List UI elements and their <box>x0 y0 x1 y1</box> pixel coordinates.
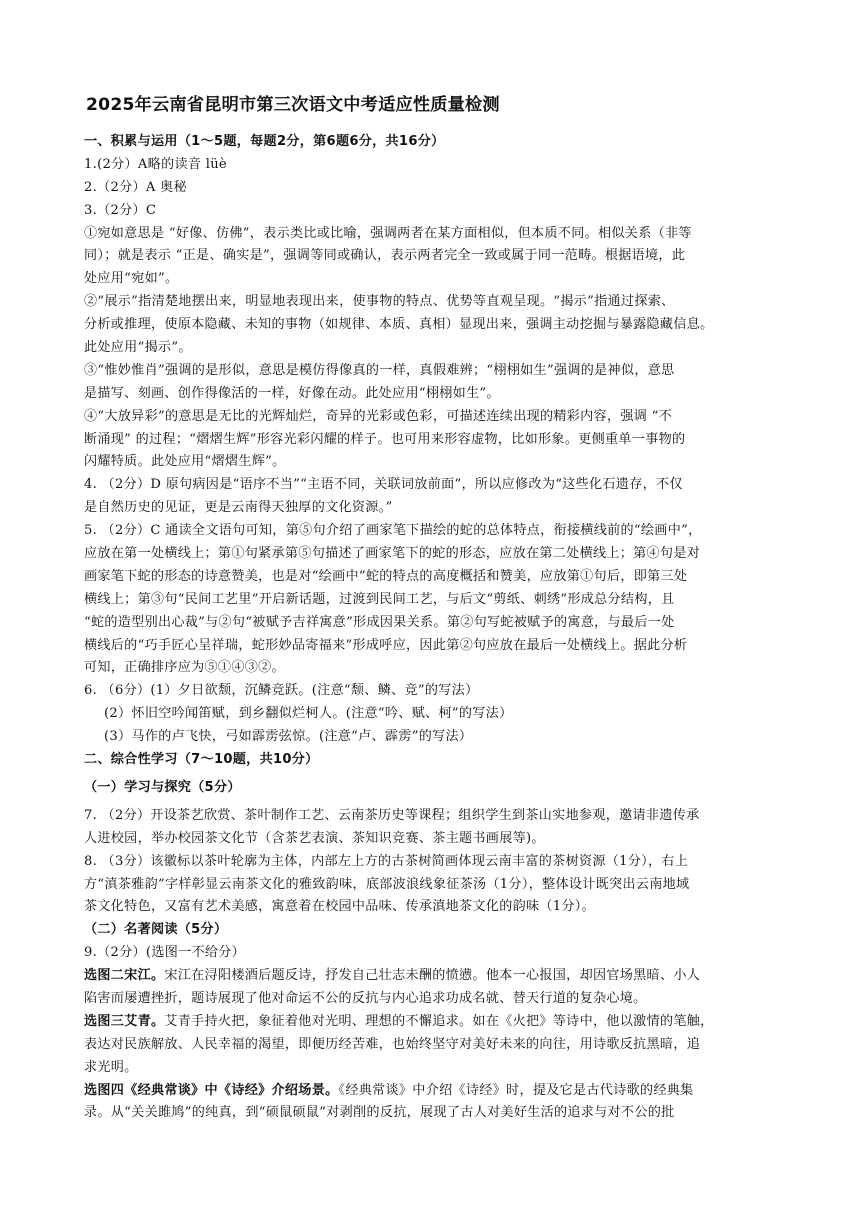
option-text: 艾青手持火把，象征着他对光明、理想的不懈追求。如在《火把》等诗中，他以激情的笔触， <box>164 1013 714 1029</box>
answer-line: 闪耀特质。此处应用“熠熠生辉”。 <box>84 454 286 470</box>
answer-line: 横线上；第③句“民间工艺里”开启新话题，过渡到民间工艺，与后文“剪纸、刺绣”形成总分结构，且 <box>84 591 675 607</box>
answer-line: 处应用“宛如”。 <box>84 271 179 287</box>
answer-line: 6. （6分）(1）夕日欲颓，沉鳞竞跃。(注意“颓、鳞、竞”的写法） <box>84 683 479 699</box>
answer-line: 此处应用“揭示”。 <box>84 340 192 356</box>
answer-line: 画家笔下蛇的形态的诗意赞美，也是对“绘画中”蛇的特点的高度概括和赞美，应放第①句后，即第三处 <box>84 568 688 584</box>
answer-line: 可知，正确排序应为⑤①④③②。 <box>84 660 285 676</box>
answer-line: 断涌现” 的过程；“熠熠生辉”形容光彩闪耀的样子。也可用来形容虚物，比如形象。更侧重单一事物的 <box>84 431 686 447</box>
answer-line: 应放在第一处横线上；第①句紧承第⑤句描述了画家笔下的蛇的形态，应放在第二处横线上；第④句是对 <box>84 546 701 562</box>
answer-line: 4. （2分）D 原句病因是“语序不当”“主语不同，关联词放前面”，所以应修改为“这些化石遗存，不仅 <box>84 477 683 493</box>
answer-line: 2.（2分）A 奥秘 <box>84 179 187 195</box>
answer-content <box>84 131 789 1125</box>
answer-line: 是描写、刻画、创作得像活的一样，好像在动。此处应用“栩栩如生”。 <box>84 385 500 401</box>
section-heading: 二、综合性学习（7～10题，共10分） <box>84 752 319 768</box>
answer-line: 7. （2分）开设茶艺欣赏、茶叶制作工艺、云南茶历史等课程；组织学生到茶山实地参观，邀请非遗传承 <box>84 807 700 823</box>
option-text: 《经典常谈》中介绍《诗经》时，提及它是古代诗歌的经典集 <box>338 1082 694 1098</box>
answer-line: ④“大放异彩”的意思是无比的光辉灿烂，奇异的光彩或色彩，可描述连续出现的精彩内容，强调 “不 <box>84 408 672 424</box>
answer-line: (2）怀旧空吟闻笛赋，到乡翻似烂柯人。(注意“吟、赋、柯”的写法） <box>104 706 513 722</box>
answer-line <box>84 1080 789 1103</box>
answer-line: “蛇的造型别出心裁”与②句“被赋予吉祥寓意”形成因果关系。第②句写蛇被赋予的寓意，与最后一处 <box>84 614 675 630</box>
subsection-heading: （二）名著阅读（5分） <box>84 922 228 938</box>
option-text: 宋江在浔阳楼酒后题反诗，抒发自己壮志未酬的愤懑。他本一心报国，却因官场黑暗、小人 <box>164 968 701 984</box>
answer-line <box>84 965 789 988</box>
answer-line: 求光明。 <box>84 1059 138 1075</box>
answer-line <box>84 1011 789 1034</box>
answer-line: (3）马作的卢飞快，弓如霹雳弦惊。(注意“卢、霹雳”的写法） <box>104 729 473 745</box>
answer-line: 分析或推理，使原本隐藏、未知的事物（如规律、本质、真相）显现出来，强调主动挖掘与暴露隐藏信息。 <box>84 317 714 333</box>
option-label: 选图三艾青。 <box>84 1013 165 1029</box>
page-title: 2025年云南省昆明市第三次语文中考适应性质量检测 <box>86 95 500 115</box>
option-label: 选图四《经典常谈》中《诗经》介绍场景。 <box>84 1082 339 1098</box>
section-heading: 一、积累与运用（1～5题，每题2分，第6题6分，共16分） <box>84 134 445 149</box>
answer-line: ②“展示”指清楚地摆出来，明显地表现出来，使事物的特点、优势等直观呈现。“揭示”指通过探索、 <box>84 294 675 310</box>
answer-line: 同）；就是表示 “正是、确实是”，强调等同或确认，表示两者完全一致或属于同一范畴。根据语境，此 <box>84 248 686 264</box>
subsection-heading: （一）学习与探究（5分） <box>84 779 241 795</box>
answer-line: 方“滇茶雅韵”字样彰显云南茶文化的雅致韵味，底部波浪线象征茶汤（1分），整体设计既突出云南地域 <box>84 876 690 892</box>
answer-line: 1.(2分）A略的读音 lüè <box>84 156 227 172</box>
answer-line: ③“惟妙惟肖”强调的是形似，意思是模仿得像真的一样，真假难辨；“栩栩如生”强调的是神似，意思 <box>84 362 675 378</box>
answer-line: 人进校园，举办校园茶文化节（含茶艺表演、茶知识竞赛、茶主题书画展等)。 <box>84 830 545 846</box>
answer-line: 9.（2分）(选图一不给分） <box>84 945 246 961</box>
answer-line: 横线后的“巧手匠心呈祥瑞，蛇形妙品寄福来”形成呼应，因此第②句应放在最后一处横线上。据此分析 <box>84 637 688 653</box>
answer-line: 表达对民族解放、人民幸福的渴望，即便历经苦难，也始终坚守对美好未来的向往，用诗歌反抗黑暗，追 <box>84 1036 701 1052</box>
answer-line: ①宛如意思是 “好像、仿佛”，表示类比或比喻，强调两者在某方面相似，但本质不同。相似关系（非等 <box>84 225 692 241</box>
answer-line: 茶文化特色，又富有艺术美感，寓意着在校园中品味、传承滇地茶文化的韵味（1分）。 <box>84 899 596 915</box>
answer-line: 陷害而屡遭挫折，题诗展现了他对命运不公的反抗与内心追求功成名就、替天行道的复杂心境。 <box>84 990 647 1006</box>
answer-line: 录。从“关关雎鸠”的纯真，到“硕鼠硕鼠”对剥削的反抗，展现了古人对美好生活的追求与对不公的批 <box>84 1105 675 1121</box>
answer-line: 8. （3分）该徽标以茶叶轮廓为主体，内部左上方的古茶树简画体现云南丰富的茶树资源（1分），右上 <box>84 853 689 869</box>
answer-line: 5. （2分）C 通读全文语句可知，第⑤句介绍了画家笔下描绘的蛇的总体特点，衔接横线前的“绘画中”， <box>84 523 702 539</box>
answer-line: 是自然历史的见证，更是云南得天独厚的文化资源。” <box>84 500 393 516</box>
answer-line: 3.（2分）C <box>84 202 157 218</box>
option-label: 选图二宋江。 <box>84 968 165 984</box>
